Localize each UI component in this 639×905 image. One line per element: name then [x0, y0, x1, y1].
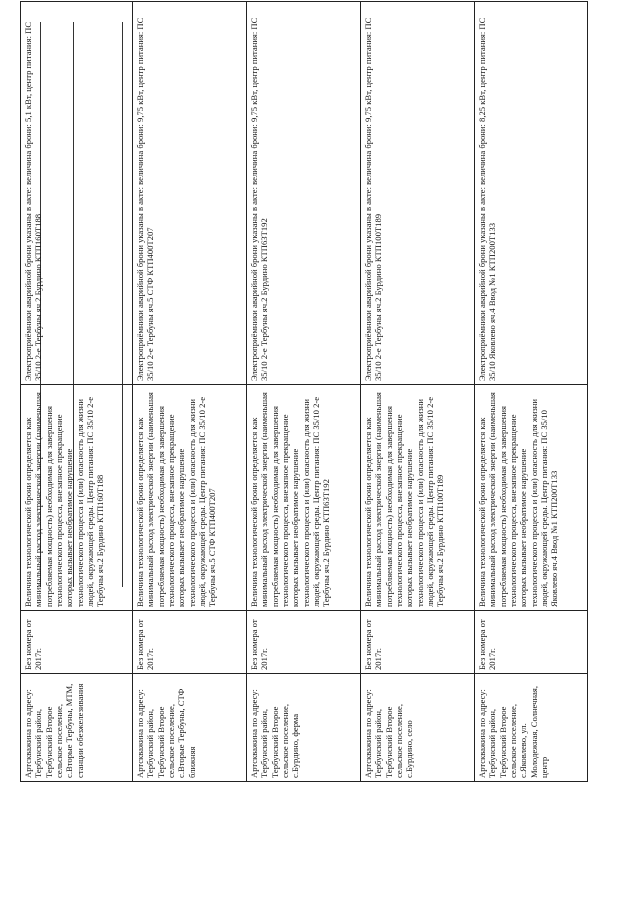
reserve-table [20, 1, 588, 782]
tech-reserve-cell: Величина технологической брони определяется как минимальный расход электрической энергии (наименьшая потребляемая мощность) необходимая для завершения технологического процесса, внезапное прекращение которых вызывает необратимое нарушение технологического процесса и (или) опасность для жизни людей, окружающей среды. Центр питания: ПС 35/10 2-е Тербуны яч.2 Бурдино КТП160Т188 [21, 385, 133, 611]
table-row [475, 2, 588, 782]
emergency-reserve-cell: Электроприёмники аварийной брони указаны в акте: величина брони: 9,75 кВт, центр питания: ПС 35/10 2-е Тербуны яч.5 СТФ КТП400Т207 [133, 2, 247, 385]
number-cell: Без номера от 2017г. [247, 611, 361, 674]
table-row [133, 2, 247, 782]
number-cell: Без номера от 2017г. [133, 611, 247, 674]
address-cell: Артскважина по адресу: Тербунский район, Тербунский Второе сельское поселение, с.Бурдино, село [361, 674, 475, 782]
number-cell: Без номера от 2017г. [475, 611, 588, 674]
number-cell: Без номера от 2017г. [21, 611, 133, 674]
emergency-reserve-cell: Электроприёмники аварийной брони указаны в акте: величина брони: 9,75 кВт, центр питания: ПС 35/10 2-е Тербуны яч.2 Бурдино КТП63Т192 [247, 2, 361, 385]
address-cell: Артскважина по адресу: Тербунский район, Тербунский Второе сельское поселение, с.Бурдино, ферма [247, 674, 361, 782]
address-cell: Артскважина по адресу: Тербунский район, Тербунский Второе сельское поселение, с.Вторые Тербуны, СТФ ближняя [133, 674, 247, 782]
address-cell: Артскважина по адресу: Тербунский район, Тербунский Второе сельское поселение, с.Вторые Тербуны, МТМ, станции обезжелезивания [21, 674, 133, 782]
address-cell: Артскважина по адресу: Тербунский район, Тербунский Второе сельское поселение, с.Яковлево, ул. Молодежная, Солнечная, центр [475, 674, 588, 782]
emergency-reserve-cell: Электроприёмники аварийной брони указаны в акте: величина брони: 9,75 кВт, центр питания: ПС 35/10 2-е Тербуны яч.2 Бурдино КТП100Т189 [361, 2, 475, 385]
emergency-reserve-cell: Электроприёмники аварийной брони указаны в акте: величина брони: 5,1 кВт, центр питания: ПС 35/10 2-е Тербуны яч.2 Бурдино КТП160Т188 [21, 2, 133, 385]
table-row [21, 2, 133, 782]
table-row [361, 2, 475, 782]
tech-reserve-cell: Величина технологической брони определяется как минимальный расход электрической энергии (наименьшая потребляемая мощность) необходимая для завершения технологического процесса, внезапное прекращение которых вызывает необратимое нарушение технологического процесса и (или) опасность для жизни людей, окружающей среды. Центр питания: ПС 35/10 2-е Тербуны яч.2 Бурдино КТП100Т189 [361, 385, 475, 611]
number-cell: Без номера от 2017г. [361, 611, 475, 674]
tech-reserve-cell: Величина технологической брони определяется как минимальный расход электрической энергии (наименьшая потребляемая мощность) необходимая для завершения технологического процесса, внезапное прекращение которых вызывает необратимое нарушение технологического процесса и (или) опасность для жизни людей, окружающей среды. Центр питания: ПС 35/10 2-е Тербуны яч.5 СТФ КТП400Т207 [133, 385, 247, 611]
tech-reserve-cell: Величина технологической брони определяется как минимальный расход электрической энергии (наименьшая потребляемая мощность) необходимая для завершения технологического процесса, внезапное прекращение которых вызывает необратимое нарушение технологического процесса и (или) опасность для жизни людей, окружающей среды. Центр питания: ПС 35/10 Яковлево яч.4 Ввод №1 КТП200Т133 [475, 385, 588, 611]
table-row [247, 2, 361, 782]
tech-reserve-cell: Величина технологической брони определяется как минимальный расход электрической энергии (наименьшая потребляемая мощность) необходимая для завершения технологического процесса, внезапное прекращение которых вызывает необратимое нарушение технологического процесса и (или) опасность для жизни людей, окружающей среды. Центр питания: ПС 35/10 2-е Тербуны яч.2 Бурдино КТП63Т192 [247, 385, 361, 611]
emergency-reserve-cell: Электроприёмники аварийной брони указаны в акте: величина брони: 8,25 кВт, центр питания: ПС 35/10 Яковлево яч.4 Ввод №1 КТП200Т133 [475, 2, 588, 385]
